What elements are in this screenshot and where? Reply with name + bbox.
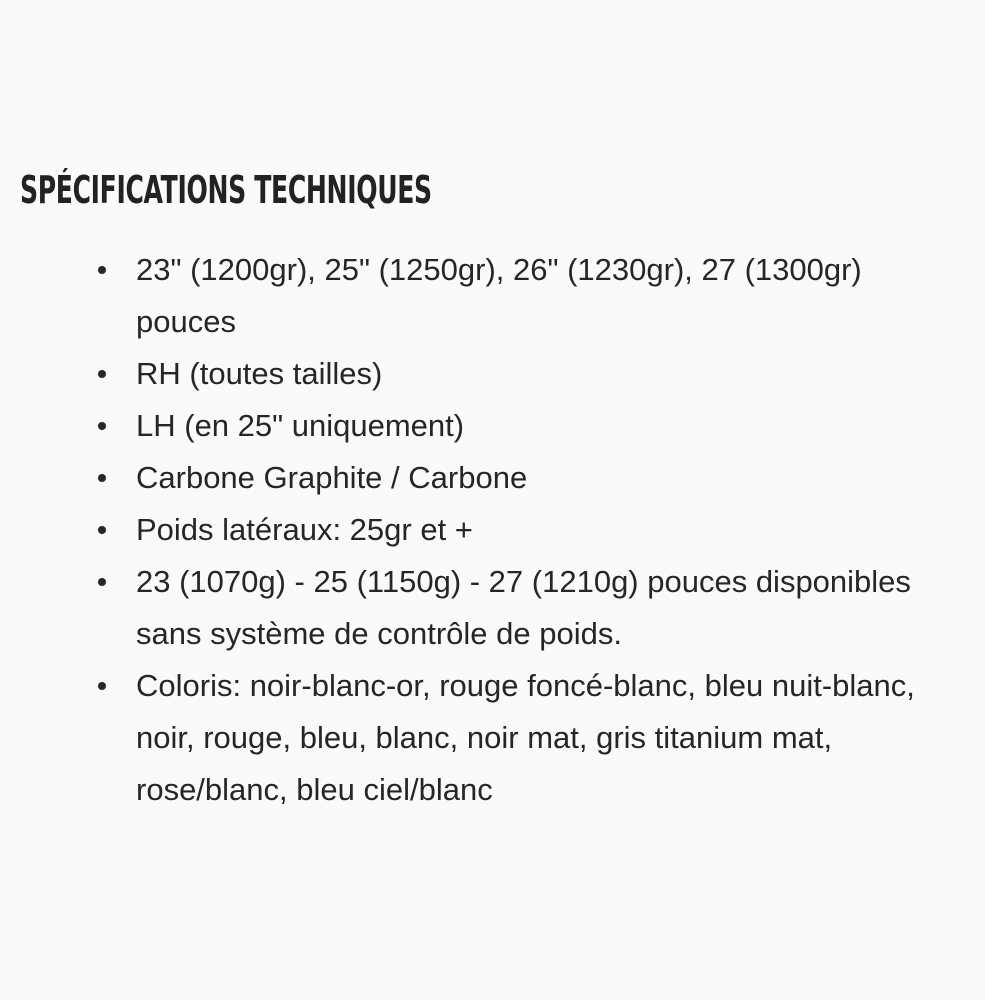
bullet-icon — [98, 526, 106, 534]
bullet-icon — [98, 266, 106, 274]
list-item — [136, 504, 956, 556]
list-item — [136, 244, 956, 348]
list-item-text: RH (toutes tailles) — [136, 356, 383, 391]
bullet-icon — [98, 682, 106, 690]
list-item-text: 23" (1200gr), 25" (1250gr), 26" (1230gr), 27 (1300gr) pouces — [136, 252, 862, 339]
list-item — [136, 556, 956, 660]
bullet-icon — [98, 474, 106, 482]
bullet-icon — [98, 422, 106, 430]
list-item-text: LH (en 25" uniquement) — [136, 408, 465, 443]
list-item — [136, 400, 956, 452]
list-item-text: 23 (1070g) - 25 (1150g) - 27 (1210g) pouces disponibles sans système de contrôle de poids. — [136, 564, 911, 651]
section-title: SPÉCIFICATIONS TECHNIQUES — [20, 168, 432, 212]
bullet-icon — [98, 578, 106, 586]
list-item-text: Carbone Graphite / Carbone — [136, 460, 528, 495]
list-item — [136, 452, 956, 504]
list-item-text: Coloris: noir-blanc-or, rouge foncé-blanc, bleu nuit-blanc, noir, rouge, bleu, blanc, noir mat, gris titanium mat, rose/blanc, bleu ciel/blanc — [136, 668, 915, 807]
list-item — [136, 660, 956, 816]
list-item — [136, 348, 956, 400]
list-item-text: Poids latéraux: 25gr et + — [136, 512, 473, 547]
spec-list — [136, 244, 956, 816]
bullet-icon — [98, 370, 106, 378]
